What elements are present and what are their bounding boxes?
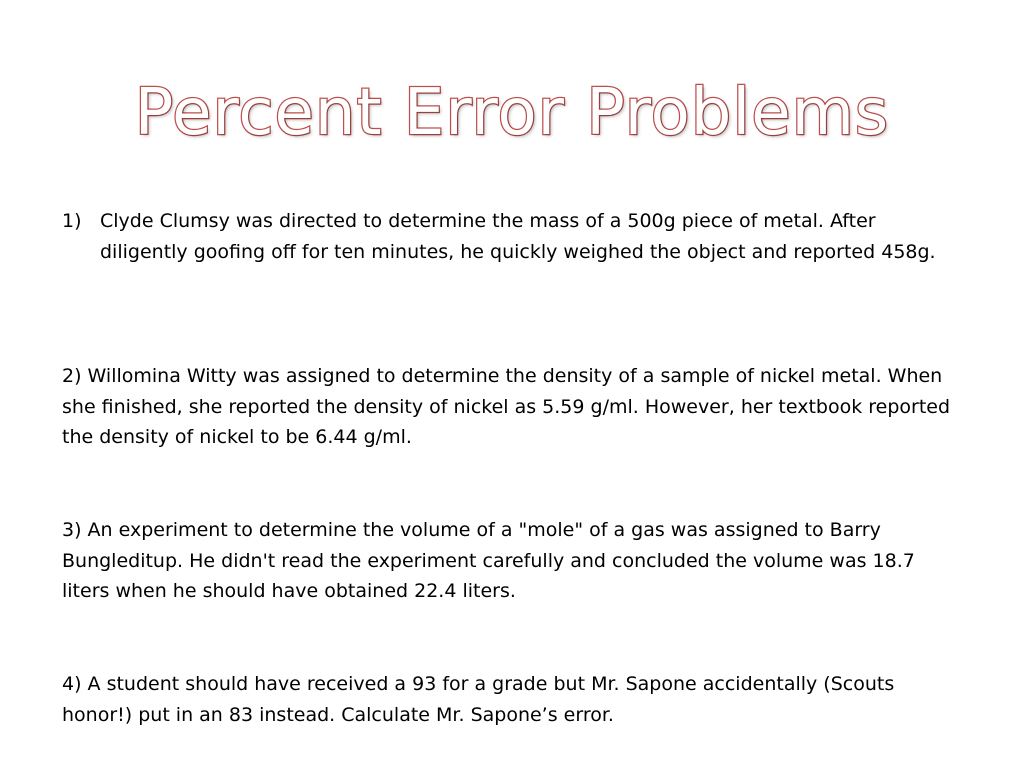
slide-title: Percent Error Problems bbox=[134, 76, 890, 150]
problem-1 bbox=[62, 206, 962, 267]
problem-1-number: 1) bbox=[62, 210, 82, 232]
problem-3: 3) An experiment to determine the volume of a "mole" of a gas was assigned to Barry Bungleditup. He didn't read the experiment carefully and concluded the volume was 18.7 liters when he should have obtained 22.4 liters. bbox=[62, 519, 915, 602]
problem-2: 2) Willomina Witty was assigned to determine the density of a sample of nickel metal. When she finished, she reported the density of nickel as 5.59 g/ml. However, her textbook reported the density of nickel to be 6.44 g/ml. bbox=[62, 365, 951, 448]
problem-1-text: Clyde Clumsy was directed to determine the mass of a 500g piece of metal. After diligently goofing off for ten minutes, he quickly weighed the object and reported 458g. bbox=[100, 210, 936, 263]
problem-4: 4) A student should have received a 93 for a grade but Mr. Sapone accidentally (Scouts honor!) put in an 83 instead. Calculate Mr. Sapone’s error. bbox=[62, 673, 895, 726]
